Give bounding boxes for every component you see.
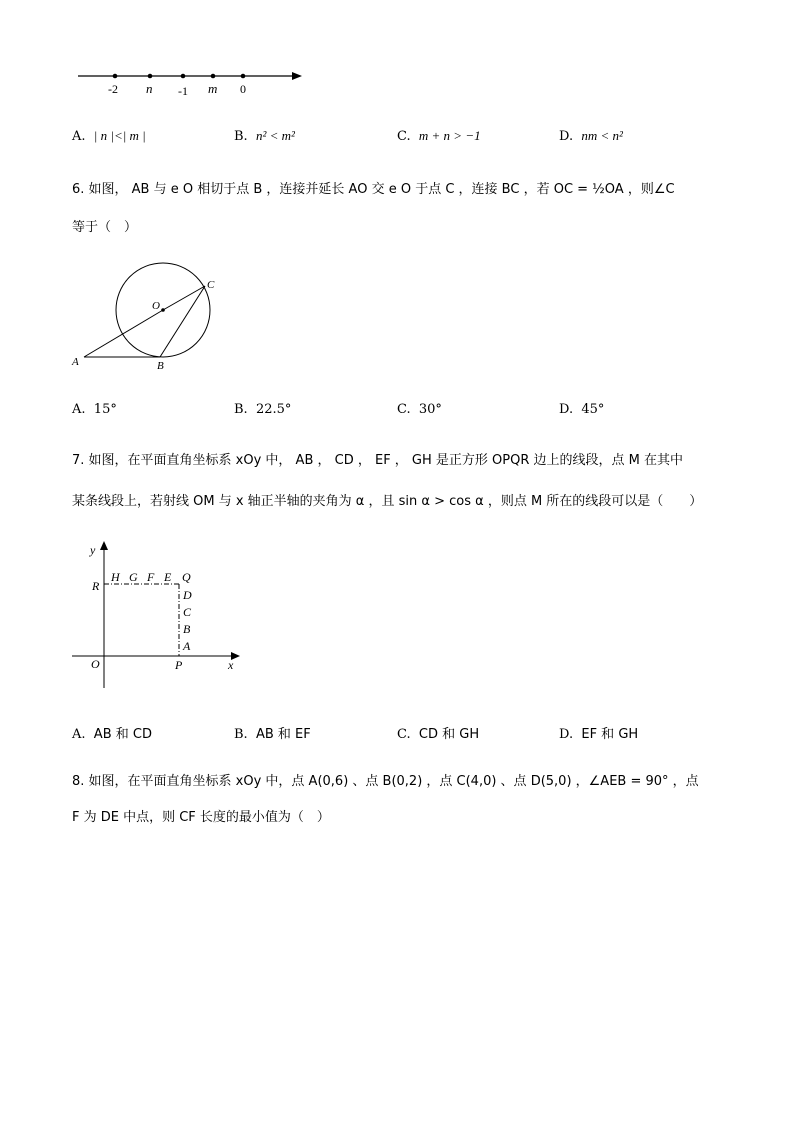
option-text: EF 和 GH xyxy=(581,727,639,742)
option-text: n² < m² xyxy=(255,128,295,143)
option-label: B. xyxy=(234,402,248,417)
option-label: A. xyxy=(72,129,86,144)
option-text: | n |<| m | xyxy=(93,128,146,143)
q7-stem-line1: 7. 如图，在平面直角坐标系 xOy 中， AB ， CD ， EF ， GH 是正方形 OPQR 边上的线段，点 M 在其中 xyxy=(72,453,684,468)
figure-label: C xyxy=(207,279,215,291)
q7-coordinate-figure xyxy=(66,538,246,698)
option-text: CD 和 GH xyxy=(418,727,480,742)
option-text: 30° xyxy=(418,402,442,417)
option-text: 15° xyxy=(93,402,117,417)
figure-label: R xyxy=(92,579,100,593)
option-label: C. xyxy=(397,727,411,742)
q6-option-c[interactable] xyxy=(397,402,442,417)
axis-label: x xyxy=(228,658,234,672)
option-label: D. xyxy=(559,129,574,144)
numberline-label: -1 xyxy=(178,84,188,98)
figure-label: B xyxy=(183,622,191,636)
q8-stem-line1: 8. 如图，在平面直角坐标系 xOy 中，点 A(0,6) 、点 B(0,2) ，点 C(4,0) 、点 D(5,0) ，∠AEB = 90° ，点 xyxy=(72,774,699,789)
q5-option-d[interactable] xyxy=(559,128,623,144)
figure-label: A xyxy=(72,356,79,368)
q8-stem-line2: F 为 DE 中点，则 CF 长度的最小值为（ ） xyxy=(72,810,330,825)
q5-option-b[interactable] xyxy=(234,128,295,144)
figure-label: A xyxy=(183,639,191,653)
q6-stem-line1: 6. 如图， AB 与 e O 相切于点 B ，连接并延长 AO 交 e O 于点 C ，连接 BC ，若 OC = ½OA ，则∠C xyxy=(72,182,675,197)
option-label: D. xyxy=(559,402,574,417)
q5-option-c[interactable] xyxy=(397,128,481,144)
numberline-label: n xyxy=(146,81,153,96)
q7-option-d[interactable] xyxy=(559,723,638,742)
q6-option-d[interactable] xyxy=(559,402,604,417)
figure-label: E xyxy=(164,570,172,584)
figure-label: B xyxy=(157,360,164,372)
numberline-label: m xyxy=(208,81,218,96)
q7-option-b[interactable] xyxy=(234,723,311,742)
figure-label: H xyxy=(111,570,120,584)
option-text: AB 和 CD xyxy=(93,727,152,742)
option-text: 22.5° xyxy=(255,402,292,417)
numberline-label: -2 xyxy=(108,82,118,96)
option-label: D. xyxy=(559,727,574,742)
q7-option-c[interactable] xyxy=(397,723,479,742)
option-label: B. xyxy=(234,727,248,742)
option-label: A. xyxy=(72,402,86,417)
q5-option-a[interactable] xyxy=(72,128,146,144)
q6-option-a[interactable] xyxy=(72,402,117,417)
option-label: C. xyxy=(397,402,411,417)
numberline-label: 0 xyxy=(240,82,246,96)
option-label: B. xyxy=(234,129,248,144)
figure-label: O xyxy=(91,657,100,671)
figure-label: G xyxy=(129,570,138,584)
q6-stem-line2: 等于（ ） xyxy=(72,220,138,235)
q6-option-b[interactable] xyxy=(234,402,291,417)
figure-label: P xyxy=(175,658,183,672)
figure-label: C xyxy=(183,605,192,619)
figure-label: O xyxy=(152,300,160,312)
q7-option-a[interactable] xyxy=(72,723,152,742)
option-text: AB 和 EF xyxy=(255,727,311,742)
q6-circle-figure xyxy=(66,262,226,378)
figure-label: Q xyxy=(182,570,191,584)
option-label: C. xyxy=(397,129,411,144)
option-text: m + n > −1 xyxy=(418,128,481,143)
figure-label: F xyxy=(147,570,155,584)
axis-label: y xyxy=(90,543,96,557)
q7-stem-line2: 某条线段上，若射线 OM 与 x 轴正半轴的夹角为 α ，且 sin α > cos α ，则点 M 所在的线段可以是（ ） xyxy=(72,494,703,509)
option-text: 45° xyxy=(581,402,605,417)
option-text: nm < n² xyxy=(581,128,623,143)
number-line-figure xyxy=(70,62,320,102)
option-label: A. xyxy=(72,727,86,742)
figure-label: D xyxy=(183,588,192,602)
